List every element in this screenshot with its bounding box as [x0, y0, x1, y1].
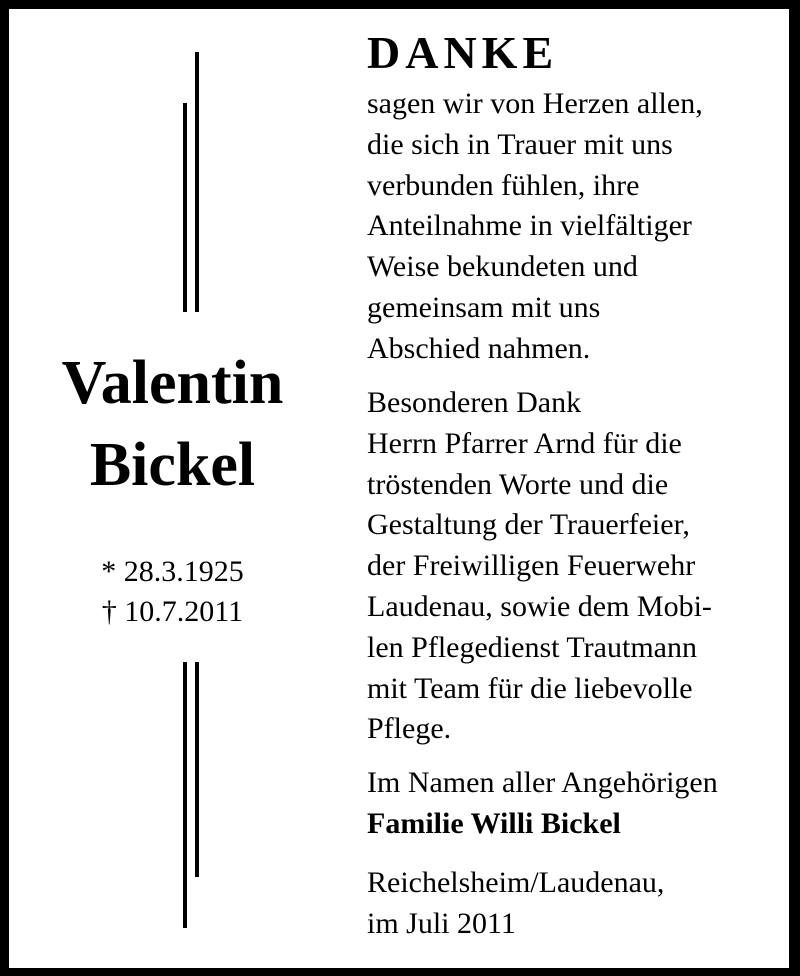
- text-line: Anteilnahme in vielfältiger: [367, 209, 692, 243]
- text-line: der Freiwilligen Feuerwehr: [367, 549, 696, 583]
- text-line: gemeinsam mit uns: [367, 290, 601, 324]
- text-line: die sich in Trauer mit uns: [367, 127, 673, 161]
- signature-line: Im Namen aller Angehörigen: [367, 766, 718, 799]
- death-date: † 10.7.2011: [101, 595, 244, 628]
- text-line: len Pflegedienst Trautmann: [367, 630, 697, 664]
- birth-date: * 28.3.1925: [101, 555, 244, 588]
- text-line: Herrn Pfarrer Arnd für die: [367, 426, 682, 460]
- signature-block: [367, 763, 718, 845]
- thanks-paragraph: [367, 84, 703, 370]
- decorative-line-top-right: [195, 52, 199, 312]
- special-thanks-paragraph: [367, 383, 712, 750]
- deceased-first-name: Valentin: [61, 349, 284, 417]
- text-line: mit Team für die liebevolle: [367, 671, 693, 705]
- text-line: Gestaltung der Trauerfeier,: [367, 508, 690, 542]
- text-line: Abschied nahmen.: [367, 331, 591, 365]
- text-line: Laudenau, sowie dem Mobi-: [367, 589, 712, 623]
- text-line: Pflege.: [367, 712, 452, 746]
- text-line: Weise bekundeten und: [367, 250, 638, 284]
- family-name: Familie Willi Bickel: [367, 806, 621, 840]
- decorative-line-top-left: [183, 103, 187, 312]
- place-date-block: [367, 863, 664, 945]
- text-line: Besonderen Dank: [367, 386, 582, 419]
- date-line: im Juli 2011: [367, 906, 516, 940]
- danke-heading: DANKE: [367, 27, 559, 78]
- decorative-line-bottom-right: [195, 662, 199, 877]
- text-line: tröstenden Worte und die: [367, 467, 669, 501]
- place: Reichelsheim/Laudenau,: [367, 866, 665, 899]
- text-line: sagen wir von Herzen allen,: [367, 87, 703, 120]
- decorative-line-bottom-left: [183, 662, 187, 928]
- text-line: verbunden fühlen, ihre: [367, 168, 640, 202]
- deceased-last-name: Bickel: [89, 431, 256, 499]
